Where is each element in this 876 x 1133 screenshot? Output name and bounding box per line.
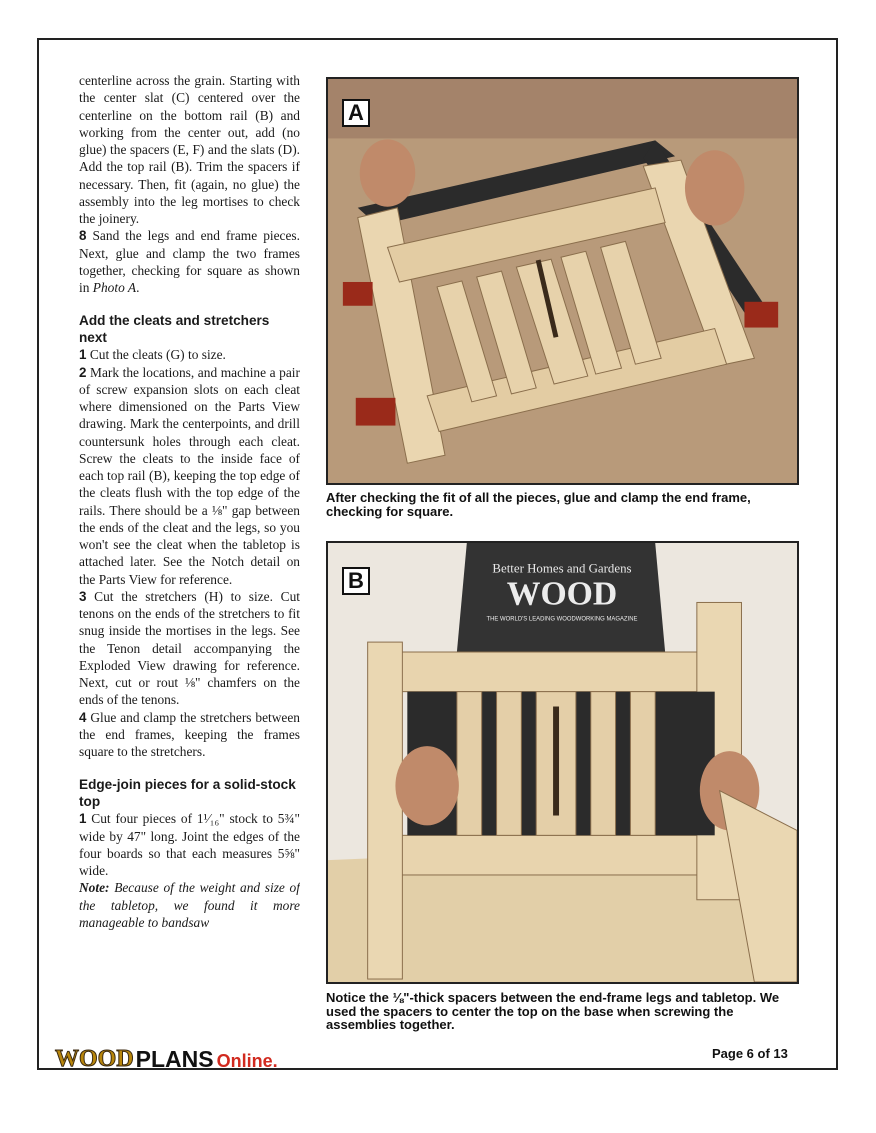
paragraph-step-1 [79,346,300,363]
apron-text-3: THE WORLD'S LEADING WOODWORKING MAGAZINE [486,616,638,623]
photo-b-label: B [342,567,370,595]
paragraph-step-2 [79,364,300,588]
logo-plans: PLANS [135,1046,214,1072]
paragraph-step-8 [79,227,300,296]
note-label: Note: [79,880,110,896]
step-text: Sand the legs and end frame pieces. Next, glue and clamp the two frames together, checking for square as shown in [79,228,300,295]
section-heading-top: Edge-join pieces for a solid-stock top [79,777,296,810]
step-text: Cut the stretchers (H) to size. Cut tenons on the ends of the stretchers to fit snug inside the mortises in the legs. See the Tenon detail accompanying the Exploded View drawing for reference. Next, cut or rout ⅛" chamfers on the ends of the tenons. [79,588,300,708]
step-text: Cut the cleats (G) to size. [89,347,226,363]
photo-b-caption: Notice the ⅛"-thick spacers between the end-frame legs and tabletop. We used the spacers to center the top on the base when screwing the assemblies together. [326,990,780,1032]
step-number: 4 [79,709,87,725]
photo-a-caption: After checking the fit of all the pieces, glue and clamp the end frame, checking for square. [326,490,751,519]
paragraph-step-4 [79,709,300,761]
note-text: Because of the weight and size of the tabletop, we found it more manageable to bandsaw [79,880,300,930]
photo-reference: Photo A [92,280,137,295]
photo-b-illustration [328,543,797,982]
step-text: Mark the locations, and machine a pair of screw expansion slots on each cleat where dimensioned on the Parts View drawing. Mark the centerpoints, and drill countersunk holes through each cleat. Screw the cleats to the inside face of each top rail (B), keeping the top edge of the cleats flush with the top edge of the rails. There should be a ⅛" gap between the ends of the cleat and the legs, so you won't see the cleat when the tabletop is attached later. See the Notch detail on the Parts View for reference. [79,364,300,587]
article-text-column [79,72,300,1030]
photo-b [326,541,799,984]
apron-text-1: Better Homes and Gardens [492,561,632,576]
photo-a [326,77,799,485]
step-number: 1 [79,811,87,827]
step-text: Cut four pieces of 1¹⁄₁₆" stock to 5¾" wide by 47" long. Joint the edges of the four boards so that each measures 5⅝" wide. [79,811,300,878]
step-end: . [136,280,140,295]
logo-wood: WOOD [55,1046,134,1072]
step-number: 1 [79,347,87,363]
logo-online: Online. [216,1051,278,1071]
step-number: 3 [79,588,87,604]
step-text: Glue and clamp the stretchers between the end frames, keeping the frames square to the stretchers. [79,709,300,759]
apron-text-2: WOOD [506,575,618,613]
paragraph-note [79,879,300,931]
step-number: 2 [79,364,87,380]
paragraph-step-1-top [79,810,300,879]
photo-a-label: A [342,99,370,127]
page-number: Page 6 of 13 [712,1046,788,1061]
step-number: 8 [79,228,87,244]
woodplans-online-logo [55,1043,278,1071]
section-heading-cleats: Add the cleats and stretchers next [79,313,270,346]
photo-a-illustration [328,79,797,483]
paragraph-continued: centerline across the grain. Starting with the center slat (C) centered over the centerline on the bottom rail (B) and working from the center out, add (no glue) the spacers (E, F) and the slats (D). Add the top rail (B). Trim the spacers if necessary. Then, fit (again, no glue) the assembly into the leg mortises to check the joinery. [79,73,300,226]
paragraph-step-3 [79,588,300,709]
